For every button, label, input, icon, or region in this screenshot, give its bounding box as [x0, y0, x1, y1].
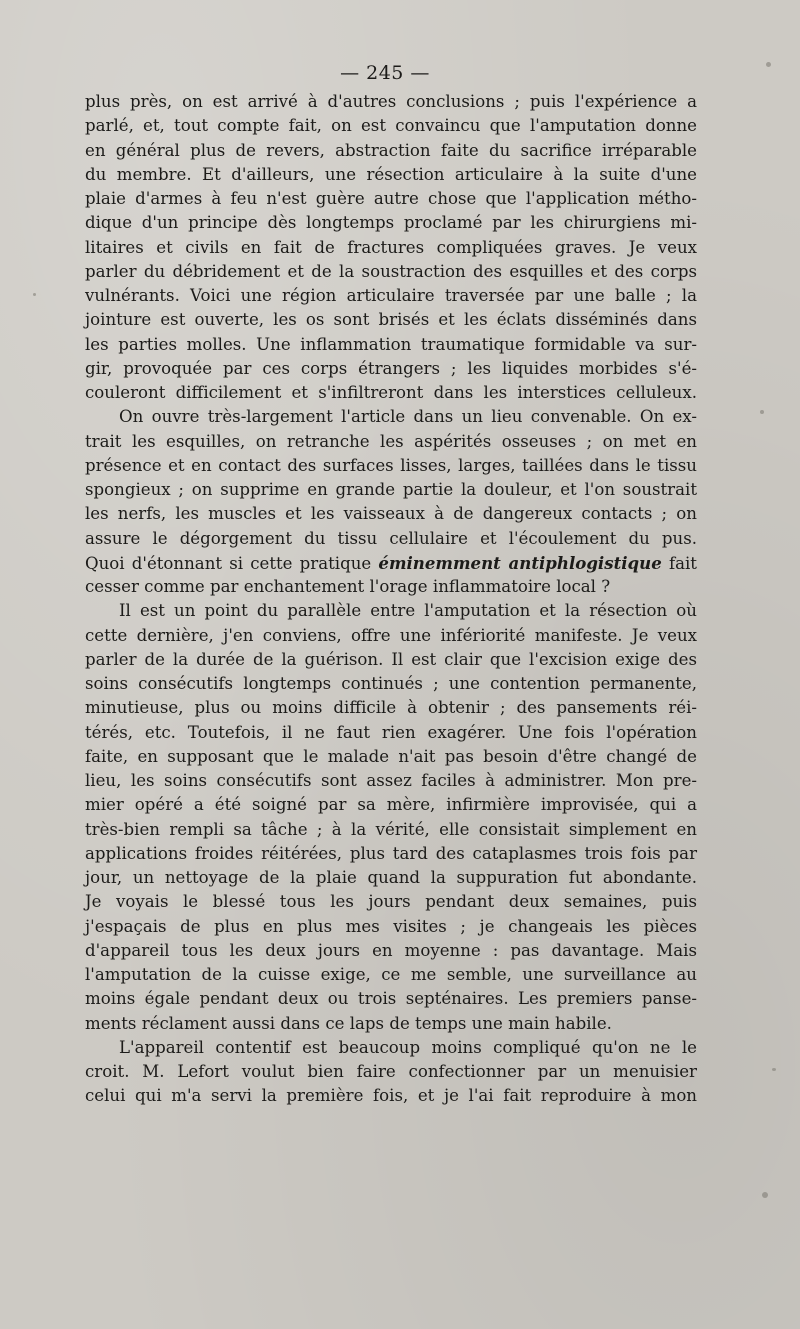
text-line: Il est un point du parallèle entre l'amputation et la résection où — [119, 601, 697, 621]
text-line: térés, etc. Toutefois, il ne faut rien exagérer. Une fois l'opération — [85, 722, 697, 742]
text-line: minutieuse, plus ou moins difficile à obtenir ; des pansements réi- — [85, 698, 697, 718]
text-line: soins consécutifs longtemps continués ; une contention permanente, — [85, 674, 697, 693]
text-line: celui qui m'a servi la première fois, et je l'ai fait reproduire à mon — [85, 1086, 697, 1106]
paper-speck — [766, 62, 771, 67]
text-line: mier opéré a été soigné par sa mère, infirmière improvisée, qui a — [85, 795, 697, 815]
text-line: spongieux ; on supprime en grande partie la douleur, et l'on soustrait — [85, 480, 697, 499]
text-line: couleront difficilement et s'infiltreront dans les interstices celluleux. — [85, 383, 697, 402]
text-line: d'appareil tous les deux jours en moyenne : pas davantage. Mais — [85, 940, 697, 960]
text-line: jointure est ouverte, les os sont brisés et les éclats disséminés dans — [85, 310, 697, 330]
text-line: les parties molles. Une inflammation traumatique formidable va sur- — [85, 334, 697, 354]
text-line — [85, 551, 697, 575]
text-line: Je voyais le blessé tous les jours pendant deux semaines, puis — [85, 892, 697, 912]
text-line: parler du débridement et de la soustraction des esquilles et des corps — [85, 261, 697, 281]
text-line: On ouvre très-largement l'article dans un lieu convenable. On ex- — [119, 407, 697, 427]
text-line: L'appareil contentif est beaucoup moins compliqué qu'on ne le — [119, 1037, 697, 1057]
text-line: assure le dégorgement du tissu cellulaire et l'écoulement du pus. — [85, 528, 697, 548]
text-line: jour, un nettoyage de la plaie quand la suppuration fut abondante. — [85, 868, 697, 887]
text-line: croit. M. Lefort voulut bien faire confectionner par un menuisier — [85, 1062, 697, 1081]
text-line: trait les esquilles, on retranche les aspérités osseuses ; on met en — [85, 431, 697, 451]
text-line: moins égale pendant deux ou trois septénaires. Les premiers panse- — [85, 989, 697, 1009]
text-line: les nerfs, les muscles et les vaisseaux à de dangereux contacts ; on — [85, 504, 697, 524]
text-line: plus près, on est arrivé à d'autres conclusions ; puis l'expérience a — [85, 92, 697, 111]
text-line: lieu, les soins consécutifs sont assez faciles à administrer. Mon pre- — [85, 771, 697, 790]
body-text — [85, 90, 697, 1109]
text-line: gir, provoquée par ces corps étrangers ; les liquides morbides s'é- — [85, 358, 697, 378]
text-line: cette dernière, j'en conviens, offre une infériorité manifeste. Je veux — [85, 625, 697, 645]
text-line: très-bien rempli sa tâche ; à la vérité, elle consistait simplement en — [85, 819, 697, 839]
emphasized-text: éminemment antiphlogistique — [378, 552, 662, 573]
text-line: j'espaçais de plus en plus mes visites ; je changeais les pièces — [85, 916, 697, 936]
text-line: dique d'un principe dès longtemps proclamé par les chirurgiens mi- — [85, 213, 697, 233]
text-line: en général plus de revers, abstraction faite du sacrifice irréparable — [85, 140, 697, 160]
text-segment: Quoi d'étonnant si cette pratique — [85, 553, 379, 573]
text-line: plaie d'armes à feu n'est guère autre chose que l'application métho- — [85, 189, 697, 208]
text-line: applications froides réitérées, plus tard des cataplasmes trois fois par — [85, 843, 697, 863]
paper-speck — [33, 293, 36, 296]
text-segment: fait — [661, 553, 697, 573]
page-number: — 245 — — [340, 62, 430, 84]
text-line: présence et en contact des surfaces lisses, larges, taillées dans le tissu — [85, 455, 697, 475]
text-line: parlé, et, tout compte fait, on est convaincu que l'amputation donne — [85, 116, 697, 136]
text-line: parler de la durée de la guérison. Il est clair que l'excision exige des — [85, 649, 697, 669]
text-line: faite, en supposant que le malade n'ait pas besoin d'être changé de — [85, 746, 697, 766]
paper-speck — [772, 1068, 776, 1071]
text-line: l'amputation de la cuisse exige, ce me semble, une surveillance au — [85, 965, 697, 984]
paper-speck — [762, 1192, 768, 1198]
text-line: litaires et civils en fait de fractures compliquées graves. Je veux — [85, 237, 697, 257]
text-line: vulnérants. Voici une région articulaire traversée par une balle ; la — [85, 286, 697, 305]
text-line: du membre. Et d'ailleurs, une résection articulaire à la suite d'une — [85, 164, 697, 184]
text-line: ments réclament aussi dans ce laps de temps une main habile. — [85, 1013, 612, 1033]
paper-speck — [760, 410, 764, 414]
text-line: cesser comme par enchantement l'orage inflammatoire local ? — [85, 577, 611, 596]
